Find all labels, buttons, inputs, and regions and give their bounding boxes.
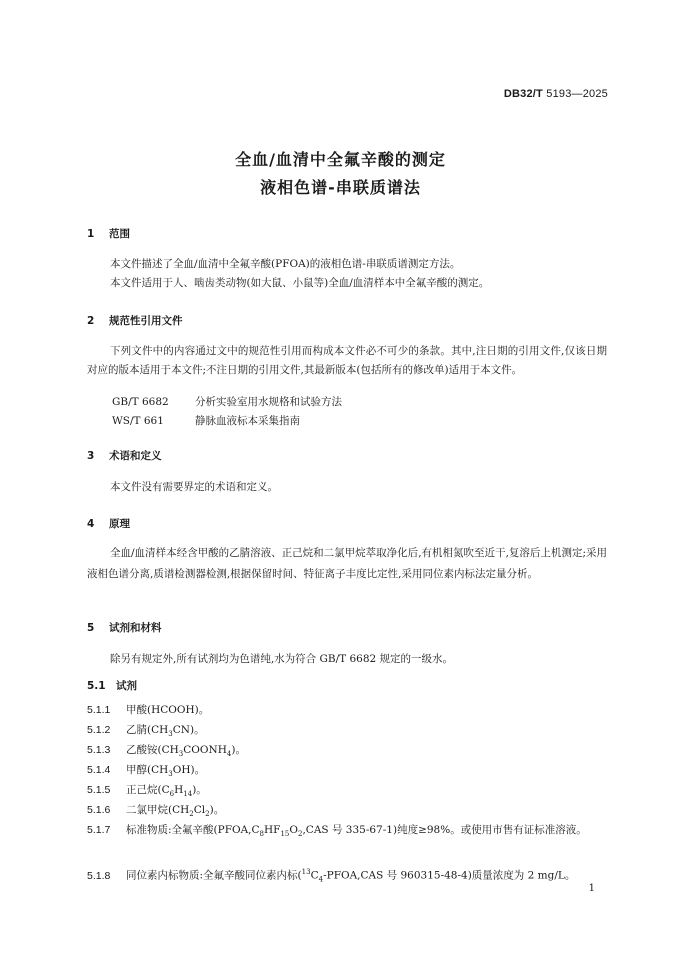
section-title: 试剂和材料 [109,622,162,634]
item-text: 乙酸铵(CH [126,744,179,756]
section-4-heading [87,516,130,531]
item-text: 同位素内标物质:全氟辛酸同位素内标( [126,869,302,882]
reagent-item [87,862,607,891]
subscript: 14 [183,790,193,799]
section-5-heading [87,620,162,635]
subscript: 15 [280,830,290,839]
item-number: 5.1.1 [87,704,111,716]
item-number: 5.1.6 [87,804,111,816]
subscript: 2 [298,830,303,839]
item-text: 乙腈(CH [126,724,169,736]
item-text: H [174,784,184,796]
standard-code [504,88,608,100]
item-text: )。 [231,744,246,756]
section-2-heading [87,313,183,328]
section-3-paragraph-1: 本文件没有需要界定的术语和定义。 [110,481,278,493]
item-text: )。 [209,804,225,816]
item-number: 5.1.3 [87,744,111,756]
section-number: 3 [87,450,95,462]
section-1-heading [87,226,130,241]
item-text: CN)。 [172,724,205,736]
item-text: 二氯甲烷(CH [126,804,190,816]
subscript: 8 [259,830,265,839]
document-title-line-1: 全血/血清中全氟辛酸的测定 [235,150,446,169]
reagent-item [87,700,607,721]
item-text: -PFOA,CAS 号 960315-48-4)质量浓度为 2 mg/L。 [323,869,576,882]
page-number: 1 [588,883,595,894]
reagent-item [87,820,607,845]
subsection-number: 5.1 [87,680,106,692]
item-number: 5.1.5 [87,784,111,796]
reference-title: 静脉血液标本采集指南 [195,415,300,427]
item-number: 5.1.4 [87,764,111,776]
item-text: COONH [183,744,227,756]
section-number: 2 [87,315,95,327]
section-4-paragraph-1: 全血/血清样本经含甲酸的乙腈溶液、正己烷和二氯甲烷萃取净化后,有机相氮吹至近干,复溶后上机测定;采用液相色谱分离,质谱检测器检测,根据保留时间、特征离子丰度比定性,采用同位素内标法定量分析。 [87,547,607,580]
subscript: 4 [226,750,232,759]
section-2-paragraph-1: 下列文件中的内容通过文中的规范性引用而构成本文件必不可少的条款。其中,注日期的引用文件,仅该日期对应的版本适用于本文件;不注日期的引用文件,其最新版本(包括所有的修改单)适用于本文件。 [87,345,607,376]
section-3-heading [87,448,162,463]
standard-code-number: 5193—2025 [546,88,608,100]
item-text: Cl [193,804,206,816]
standard-code-prefix: DB32/T [503,88,543,100]
item-text: O [289,824,298,836]
section-title: 范围 [109,228,130,240]
item-text: C [310,869,319,882]
section-1-paragraph-2: 本文件适用于人、啮齿类动物(如大鼠、小鼠等)全血/血清样本中全氟辛酸的测定。 [110,277,490,289]
subscript: 3 [168,730,173,739]
section-number: 1 [87,228,95,240]
reference-code: GB/T 6682 [112,396,169,408]
item-text: ,CAS 号 335-67-1)纯度≥98%。或使用市售有证标准溶液。 [302,824,587,836]
section-5-paragraph-1: 除另有规定外,所有试剂均为色谱纯,水为符合 GB/T 6682 规定的一级水。 [110,653,454,665]
item-number: 5.1.2 [87,724,111,736]
item-number: 5.1.8 [87,869,111,882]
item-number: 5.1.7 [87,824,111,836]
item-text: 正己烷(C [126,784,170,796]
section-title: 术语和定义 [109,450,162,462]
item-text: 甲醇(CH [126,764,169,776]
subscript: 2 [189,810,194,819]
subscript: 3 [168,770,173,779]
item-text: 标准物质:全氟辛酸(PFOA,C [126,824,260,836]
reference-code: WS/T 661 [112,415,164,427]
section-title: 规范性引用文件 [109,315,183,327]
subsection-5-1-heading [87,678,137,693]
section-number: 5 [87,622,95,634]
reference-item [112,413,300,428]
section-1-paragraph-1: 本文件描述了全血/血清中全氟辛酸(PFOA)的液相色谱-串联质谱测定方法。 [110,258,461,270]
item-text: HF [264,824,281,836]
item-text: 甲酸(HCOOH)。 [126,704,210,716]
item-text: )。 [192,784,207,796]
section-title: 原理 [109,518,130,530]
superscript: 13 [301,868,311,876]
subscript: 2 [205,810,210,819]
item-text: OH)。 [172,764,206,776]
subscript: 3 [178,750,184,759]
document-title-line-2: 液相色谱-串联质谱法 [260,178,421,197]
subsection-title: 试剂 [116,680,137,692]
reference-item [112,394,342,409]
reference-title: 分析实验室用水规格和试验方法 [195,396,342,408]
subscript: 4 [318,875,324,884]
section-number: 4 [87,518,95,530]
subscript: 6 [169,790,175,799]
